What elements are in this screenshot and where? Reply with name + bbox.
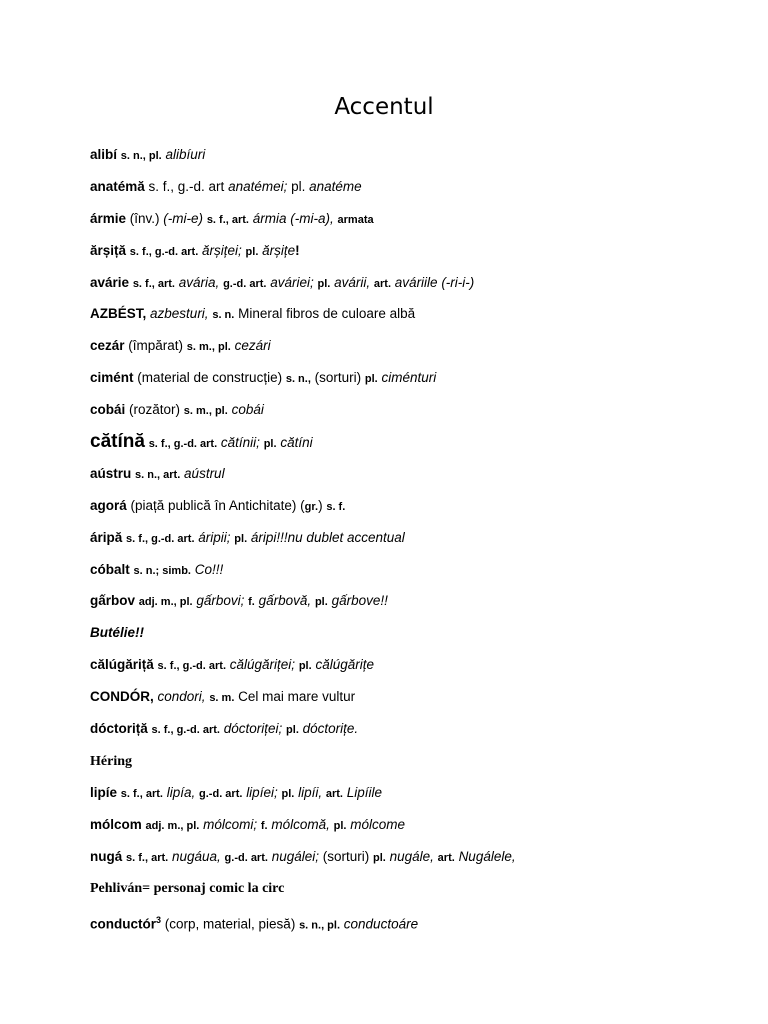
entry-text: pl. bbox=[317, 277, 331, 290]
headword: mólcom bbox=[90, 816, 142, 832]
entry-text: pl. bbox=[286, 724, 299, 737]
entry-text: pl. bbox=[234, 532, 248, 545]
dictionary-entry bbox=[90, 146, 750, 178]
dictionary-entry bbox=[90, 720, 750, 752]
entry-text: ciménturi bbox=[381, 370, 437, 386]
dictionary-entry bbox=[90, 369, 750, 401]
entry-text: mólcome bbox=[350, 816, 406, 832]
entry-text: áripii; bbox=[198, 529, 231, 545]
headword: conductór bbox=[90, 916, 156, 932]
entry-text: s. f., g.-d. art. bbox=[126, 532, 195, 545]
headword: gấrbov bbox=[90, 593, 136, 609]
entry-text: gấrbove!! bbox=[331, 593, 388, 609]
entry-text: g.-d. art. bbox=[199, 787, 243, 800]
entry-text: (material de construcție) bbox=[133, 370, 286, 386]
entry-text: pl. bbox=[263, 438, 277, 451]
entry-text: pl. bbox=[245, 245, 259, 258]
headword: ármie bbox=[90, 210, 127, 226]
dictionary-entry bbox=[90, 592, 750, 624]
entry-text: conductoáre bbox=[343, 916, 419, 932]
headword: lipíe bbox=[90, 784, 118, 800]
page-title: Accentul bbox=[334, 94, 434, 120]
entry-text: ărșițe bbox=[262, 242, 296, 258]
entry-text: nugále, bbox=[389, 848, 434, 864]
headword: alibí bbox=[90, 147, 118, 162]
entry-text: s. f., art. bbox=[206, 213, 249, 226]
entry-text: Nugálele, bbox=[458, 848, 516, 864]
dictionary-entry bbox=[90, 465, 750, 497]
entry-text: s. n., pl. bbox=[120, 150, 162, 162]
headword: áripă bbox=[90, 529, 123, 545]
entry-text: (corp, material, piesă) bbox=[161, 916, 300, 932]
entry-text: s. f., g.-d. art. bbox=[148, 438, 218, 451]
entry-text: Cel mai mare vultur bbox=[234, 689, 356, 705]
entry-text: aváriile (-ri-i-) bbox=[394, 274, 475, 290]
dictionary-entry bbox=[90, 497, 750, 529]
entry-text: cătíni bbox=[280, 435, 313, 451]
entry-text: s. n., art. bbox=[135, 468, 181, 481]
headword: aústru bbox=[90, 465, 132, 481]
dictionary-entry bbox=[90, 688, 750, 720]
entry-text: gấrbovi; bbox=[196, 593, 245, 609]
entry-text: pl. bbox=[287, 178, 310, 194]
entry-text: s. f., art. bbox=[126, 851, 169, 864]
entry-text: s. n., pl. bbox=[299, 919, 341, 932]
entry-text: mólcomă, bbox=[271, 816, 330, 832]
entry-text: (rozător) bbox=[125, 402, 184, 418]
entry-text: g.-d. art. bbox=[224, 851, 268, 864]
entry-text: aváriei; bbox=[270, 274, 314, 290]
entry-text: s. f., g.-d. art bbox=[144, 178, 229, 194]
entry-text: ! bbox=[295, 242, 300, 258]
entry-text: s. m., pl. bbox=[183, 405, 228, 418]
dictionary-entry bbox=[90, 529, 750, 561]
entry-text: g.-d. art. bbox=[223, 277, 267, 290]
entry-text: s. n.; simb. bbox=[133, 564, 191, 577]
headword: călúgăriță bbox=[90, 657, 154, 673]
entry-text: armata bbox=[337, 213, 374, 226]
entry-text: adj. m., pl. bbox=[138, 596, 193, 609]
entry-text: pl. bbox=[373, 851, 386, 864]
headword: cóbalt bbox=[90, 561, 130, 577]
entry-text: anatémei; bbox=[228, 178, 288, 194]
entry-text: nugálei; bbox=[271, 848, 319, 864]
dictionary-entry bbox=[90, 561, 750, 593]
entry-text: f. bbox=[248, 596, 255, 609]
entry-text: s. n., bbox=[285, 373, 311, 386]
entry-text: pl. bbox=[364, 373, 378, 386]
entry-text: s. n. bbox=[212, 309, 235, 322]
entry-text: lipía, bbox=[166, 784, 196, 800]
entry-text: s. f., g.-d. art. bbox=[129, 245, 199, 258]
dictionary-entry bbox=[90, 433, 750, 465]
dictionary-entry bbox=[90, 656, 750, 688]
entry-text: (-mi-e) bbox=[163, 210, 204, 226]
entry-text: Lipíile bbox=[346, 784, 383, 800]
entry-text: s. m. bbox=[209, 692, 235, 705]
entry-text: (sorturi) bbox=[310, 370, 365, 386]
entry-text: Co!!! bbox=[194, 561, 224, 577]
entry-text: mólcomi; bbox=[203, 816, 258, 832]
dictionary-entry-list bbox=[90, 146, 750, 943]
entry-text: f. bbox=[260, 819, 268, 832]
dictionary-entry bbox=[90, 401, 750, 433]
dictionary-entry bbox=[90, 178, 750, 210]
entry-text: Mineral fibros de culoare albă bbox=[234, 306, 416, 322]
entry-text: 3 bbox=[156, 915, 162, 926]
dictionary-entry bbox=[90, 816, 750, 848]
headword: cătínă bbox=[90, 431, 145, 453]
entry-text: pl. bbox=[333, 819, 347, 832]
entry-text: dóctoriței; bbox=[223, 721, 283, 737]
entry-text: călúgărițe bbox=[315, 657, 374, 673]
entry-text: avárii, bbox=[334, 274, 371, 290]
entry-text: (împărat) bbox=[124, 338, 187, 354]
entry-text: áripi!!!nu dublet accentual bbox=[250, 529, 405, 545]
dictionary-entry bbox=[90, 624, 750, 656]
entry-text: art. bbox=[437, 851, 455, 864]
entry-text: s. f. bbox=[326, 500, 346, 513]
headword: Pehliván= personaj comic la circ bbox=[90, 881, 285, 897]
entry-text: gấrbovă, bbox=[258, 593, 312, 609]
entry-text: art. bbox=[325, 787, 343, 800]
entry-text: s. f., g.-d. art. bbox=[151, 724, 220, 737]
headword: cobái bbox=[90, 402, 126, 418]
dictionary-entry bbox=[90, 752, 750, 784]
entry-text: condori, bbox=[157, 689, 206, 705]
dictionary-entry bbox=[90, 879, 750, 911]
headword: cezár bbox=[90, 338, 125, 354]
headword: AZBÉST, bbox=[90, 306, 147, 322]
entry-text: gr. bbox=[304, 500, 319, 513]
entry-text: s. f., art. bbox=[132, 277, 175, 290]
entry-text: s. m., pl. bbox=[186, 341, 231, 354]
headword: dóctoriță bbox=[90, 721, 148, 737]
dictionary-entry bbox=[90, 911, 750, 943]
entry-text: ármia (-mi-a), bbox=[252, 210, 334, 226]
dictionary-entry bbox=[90, 305, 750, 337]
headword: Butélie!! bbox=[90, 625, 144, 641]
headword: Héring bbox=[90, 753, 132, 769]
headword: anatémă bbox=[90, 178, 145, 194]
dictionary-entry bbox=[90, 784, 750, 816]
entry-text: pl. bbox=[281, 787, 295, 800]
entry-text: alibíuri bbox=[165, 147, 206, 162]
entry-text: cobái bbox=[231, 402, 264, 418]
entry-text: azbesturi, bbox=[150, 306, 209, 322]
entry-text: anatéme bbox=[309, 178, 362, 194]
entry-text: adj. m., pl. bbox=[145, 819, 200, 832]
entry-text: dóctorițe. bbox=[302, 721, 359, 737]
entry-text: s. f., g.-d. art. bbox=[157, 660, 226, 673]
entry-text: (sorturi) bbox=[319, 848, 373, 864]
entry-text: art. bbox=[373, 277, 392, 290]
dictionary-entry bbox=[90, 242, 750, 274]
entry-text: aústrul bbox=[184, 465, 225, 481]
entry-text: nugáua, bbox=[171, 848, 221, 864]
headword: CONDÓR, bbox=[90, 689, 154, 705]
entry-text: pl. bbox=[314, 596, 328, 609]
entry-text: (înv.) bbox=[126, 210, 164, 226]
headword: nugá bbox=[90, 848, 123, 864]
entry-text: lipíei; bbox=[246, 784, 278, 800]
headword: ărșiță bbox=[90, 242, 127, 258]
entry-text: cezári bbox=[234, 338, 271, 354]
headword: avárie bbox=[90, 274, 130, 290]
dictionary-entry bbox=[90, 337, 750, 369]
dictionary-entry bbox=[90, 210, 750, 242]
entry-text: pl. bbox=[298, 660, 312, 673]
headword: cimént bbox=[90, 370, 134, 386]
entry-text: ) bbox=[318, 497, 327, 513]
headword: agorá bbox=[90, 497, 127, 513]
dictionary-entry bbox=[90, 848, 750, 880]
entry-text: ărșiței; bbox=[202, 242, 242, 258]
entry-text: călúgăriței; bbox=[229, 657, 296, 673]
entry-text: s. f., art. bbox=[120, 787, 163, 800]
entry-text: cătínii; bbox=[220, 435, 260, 451]
dictionary-entry bbox=[90, 274, 750, 306]
entry-text: (piață publică în Antichitate) ( bbox=[126, 497, 305, 513]
entry-text: avária, bbox=[178, 274, 220, 290]
entry-text: lipíi, bbox=[298, 784, 323, 800]
